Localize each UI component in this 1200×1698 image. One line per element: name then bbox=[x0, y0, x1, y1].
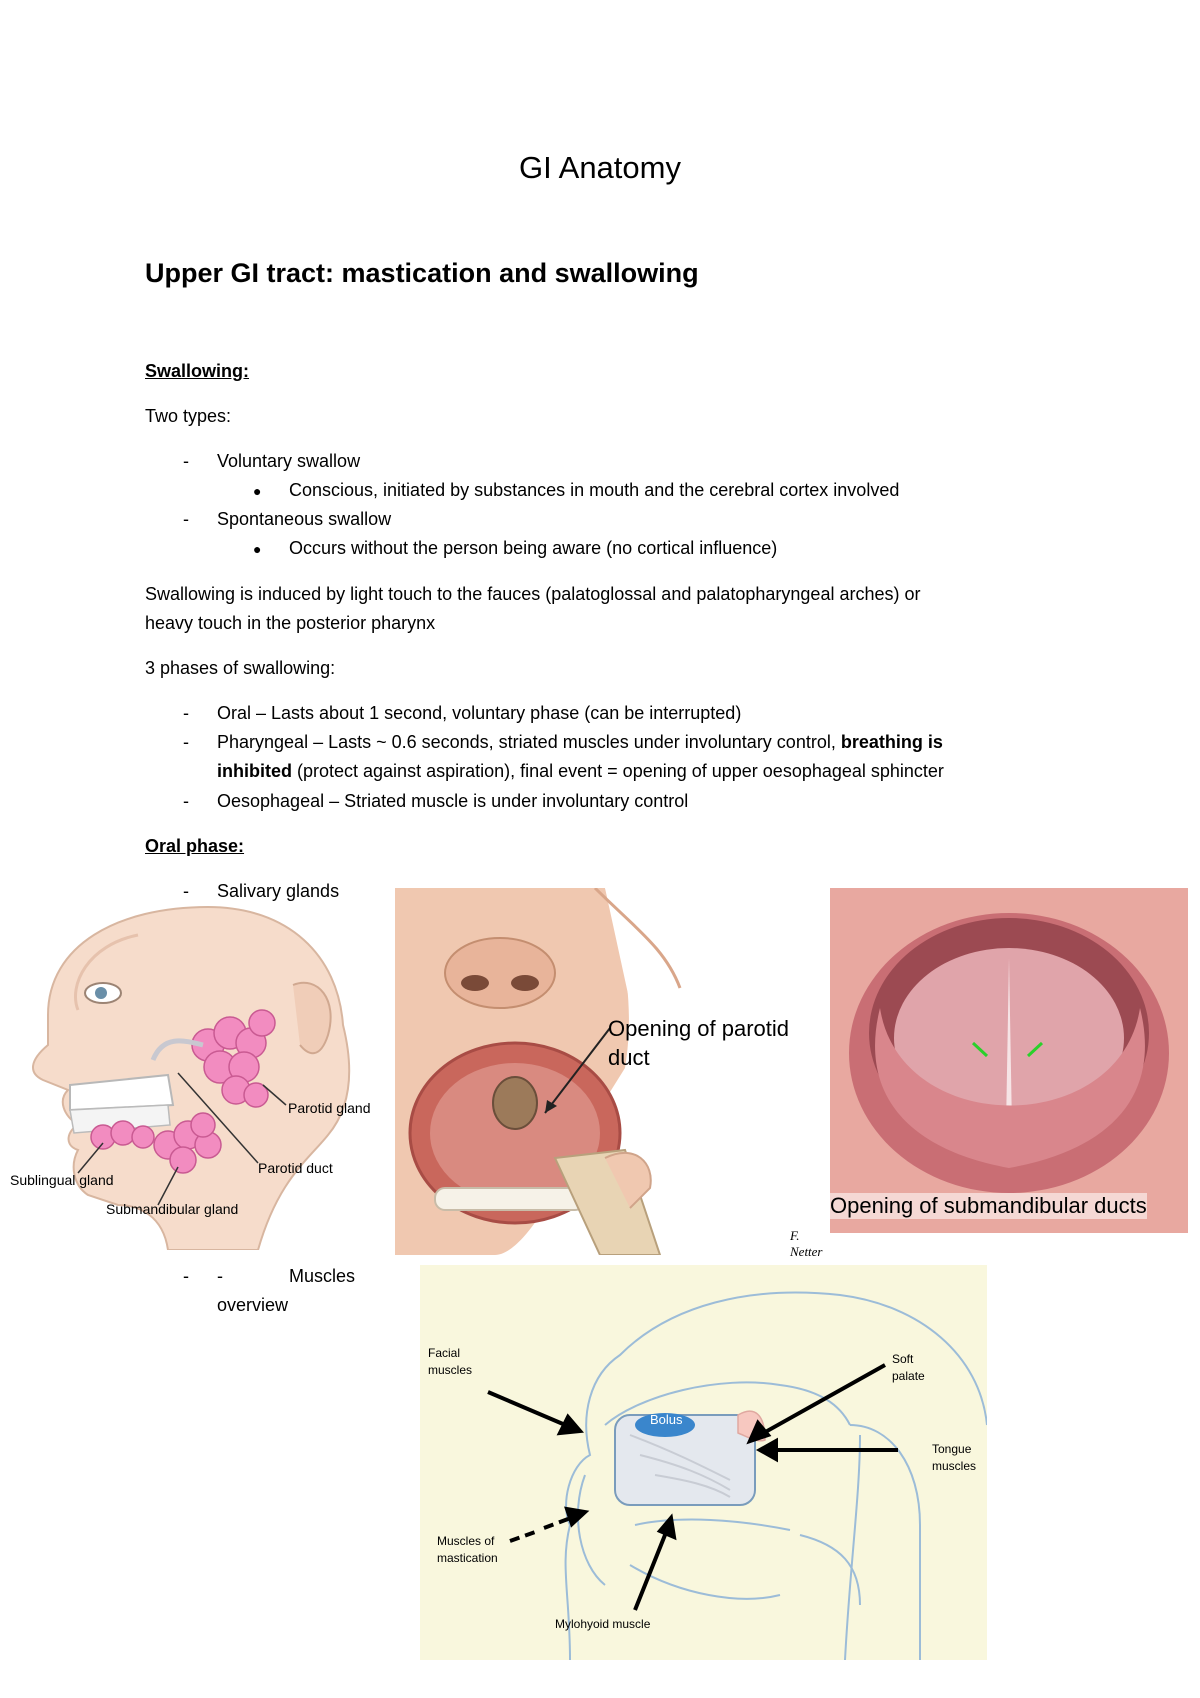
mastication-muscles-label bbox=[437, 1533, 498, 1567]
facial-muscles-label bbox=[428, 1345, 472, 1379]
bullet-icon: ● bbox=[253, 483, 262, 499]
list-dash: - bbox=[183, 791, 189, 811]
facial-muscles-line2: muscles bbox=[428, 1363, 473, 1377]
list-dash: - bbox=[183, 509, 189, 529]
soft-palate-label bbox=[892, 1351, 925, 1385]
induced-text-line1: Swallowing is induced by light touch to the fauces (palatoglossal and palatopharyngeal arches) or bbox=[145, 584, 921, 604]
list-dash: - bbox=[183, 881, 189, 901]
pharyngeal-text: Pharyngeal – Lasts ~ 0.6 seconds, striated muscles under involuntary control, bbox=[217, 732, 841, 752]
list-dash: - bbox=[217, 1266, 223, 1286]
parotid-gland-label: Parotid gland bbox=[288, 1100, 371, 1116]
netter-signature: F. Netter bbox=[790, 1228, 823, 1259]
bolus-label: Bolus bbox=[650, 1412, 683, 1427]
list-dash: - bbox=[183, 703, 189, 723]
muscles-item-continued: overview bbox=[217, 1295, 289, 1315]
spontaneous-swallow-detail: Occurs without the person being aware (no cortical influence) bbox=[289, 538, 778, 558]
voluntary-swallow-item: Voluntary swallow bbox=[217, 451, 361, 471]
bullet-icon: ● bbox=[253, 541, 262, 557]
pharyngeal-bold-text: breathing is bbox=[840, 732, 943, 752]
oral-phase-heading: Oral phase: bbox=[145, 836, 245, 856]
oesophageal-phase-item: Oesophageal – Striated muscle is under involuntary control bbox=[217, 791, 689, 811]
salivary-glands-item: Salivary glands bbox=[217, 881, 340, 901]
muscles-overview-figure bbox=[420, 1265, 987, 1660]
list-dash: - bbox=[183, 732, 189, 752]
facial-muscles-line1: Facial bbox=[428, 1346, 461, 1360]
pharyngeal-phase-item bbox=[217, 731, 943, 753]
page-title: GI Anatomy bbox=[519, 150, 681, 185]
mastication-line1: Muscles of bbox=[437, 1534, 495, 1548]
oral-phase-item: Oral – Lasts about 1 second, voluntary phase (can be interrupted) bbox=[217, 703, 742, 723]
voluntary-swallow-detail: Conscious, initiated by substances in mouth and the cerebral cortex involved bbox=[289, 480, 900, 500]
parotid-opening-figure bbox=[395, 888, 830, 1259]
opening-parotid-label: Opening of parotid bbox=[608, 1016, 790, 1041]
tongue-underside-photo bbox=[830, 888, 1188, 1233]
spontaneous-swallow-item: Spontaneous swallow bbox=[217, 509, 392, 529]
opening-parotid-label-2: duct bbox=[608, 1045, 650, 1070]
pharyngeal-bold-text-2: inhibited bbox=[217, 761, 292, 781]
open-mouth-illustration bbox=[395, 888, 830, 1255]
list-dash: - bbox=[183, 451, 189, 471]
parotid-duct-label: Parotid duct bbox=[258, 1160, 333, 1176]
pharyngeal-text-2: (protect against aspiration), final event = opening of upper oesophageal sphincter bbox=[292, 761, 944, 781]
head-illustration bbox=[8, 905, 400, 1250]
list-dash: - bbox=[183, 1266, 189, 1286]
two-types-text: Two types: bbox=[145, 406, 232, 426]
phases-intro: 3 phases of swallowing: bbox=[145, 658, 336, 678]
soft-palate-line1: Soft bbox=[892, 1352, 914, 1366]
submandibular-gland-label: Submandibular gland bbox=[106, 1201, 239, 1217]
tongue-muscles-line2: muscles bbox=[932, 1459, 977, 1473]
tongue-muscles-line1: Tongue bbox=[932, 1442, 972, 1456]
swallowing-heading: Swallowing: bbox=[145, 361, 250, 381]
salivary-glands-figure bbox=[8, 905, 400, 1250]
induced-text-line2: heavy touch in the posterior pharynx bbox=[145, 613, 436, 633]
section-heading: Upper GI tract: mastication and swallowing bbox=[145, 258, 699, 288]
tongue-muscles-label bbox=[932, 1441, 976, 1475]
sagittal-head-diagram bbox=[420, 1265, 987, 1660]
submandibular-opening-figure bbox=[830, 888, 1188, 1233]
opening-submandibular-label: Opening of submandibular ducts bbox=[830, 1193, 1147, 1218]
soft-palate-line2: palate bbox=[892, 1369, 925, 1383]
sublingual-gland-label: Sublingual gland bbox=[10, 1172, 114, 1188]
pharyngeal-phase-continued bbox=[217, 760, 944, 782]
muscles-item: Muscles bbox=[289, 1266, 356, 1286]
mastication-line2: mastication bbox=[437, 1551, 498, 1565]
mylohyoid-label: Mylohyoid muscle bbox=[555, 1617, 651, 1631]
